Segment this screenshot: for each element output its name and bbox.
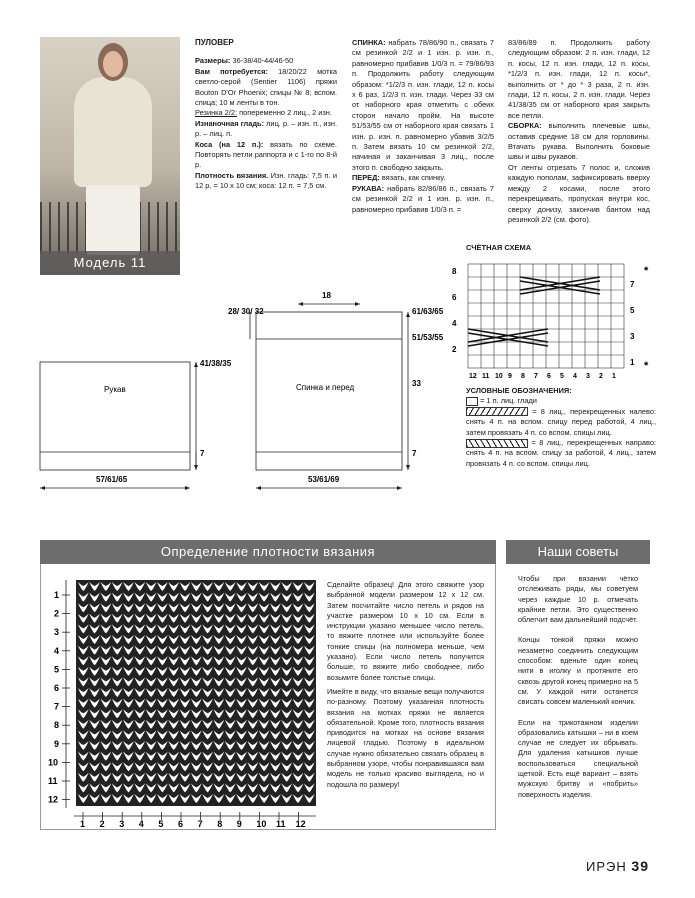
ruler-mark: 1 (80, 819, 86, 829)
ruler-mark: 3 (119, 819, 125, 829)
instructions-column-1: ПУЛОВЕР Размеры: 36-38/40-44/46-50 Вам потребуется: 18/20/22 мотка светло-серой (Sentier 1106) пряжи Bouton D'Or Phoenix; спицы № 8; вспом. спица; 10 м ленты в тон. Резинка 2/2: попеременно 2 лиц., 2 изн. Изнаночная гладь: лиц. р. – изн. п., изн. р. – лиц. п. Коса (на 12 п.): вязать по схеме. Повторять петли раппорта и с 1-го по 8-й р. Плотность вязания. Изн. гладь: 7,5 п. и 12 р. = 10 x 10 см; коса: 12 п. = 7,5 см. (195, 38, 337, 191)
column-label: 4 (573, 373, 577, 380)
svg-text:41/38/35: 41/38/35 (200, 359, 232, 368)
row-label: 3 (630, 332, 635, 341)
svg-text:61/63/65: 61/63/65 (412, 307, 444, 316)
svg-text:7: 7 (200, 449, 205, 458)
column-label: 10 (495, 373, 503, 380)
tips-box: Чтобы при вязании чётко отслеживать ряды, мы советуем через каждые 10 р. отмечать крайние петли. Это существенно облегчит вам дальнейший подсчёт. Концы тонкой пряжи можно незаметно соединить следующим способом: вденьте один конец нити в иголку и протяните его сквозь другой конец примерно на 5 см. У каждой нити останется свисать совсем маленький кончик. Если на трикотажном изделии образовались катышки – ни в коем случае не следует их обрывать. Для удаления катышков лучше воспользоваться специальной щеткой. Есть ещё вариант – взять мужскую бритву и «побрить» поверхность изделия. (506, 564, 650, 828)
page-number: 39 (631, 858, 649, 874)
knit-stitch-icon (466, 397, 478, 406)
ruler-mark: 8 (54, 720, 60, 731)
cable-cross-right-mark (468, 329, 548, 346)
gauge-panel-title: Определение плотности вязания (40, 540, 496, 564)
svg-text:7: 7 (412, 449, 417, 458)
svg-text:28/ 30/ 32: 28/ 30/ 32 (228, 307, 264, 316)
ruler-mark: 7 (54, 701, 60, 712)
cross-right-icon (466, 439, 528, 448)
row-label: 6 (452, 293, 457, 302)
ruler-mark: 6 (178, 819, 184, 829)
svg-text:51/53/55: 51/53/55 (412, 333, 444, 342)
body-label: Спинка и перед (296, 383, 355, 392)
ruler-mark: 12 (48, 794, 59, 805)
column-label: 2 (599, 373, 603, 380)
ruler-mark: 9 (54, 738, 60, 749)
tips-title: Наши советы (506, 540, 650, 564)
svg-text:53/61/69: 53/61/69 (308, 475, 340, 484)
ruler-mark: 5 (54, 664, 60, 675)
gauge-swatch (42, 576, 322, 828)
column-label: 6 (547, 373, 551, 380)
model-title: ПУЛОВЕР (195, 38, 234, 47)
ruler-mark: 11 (48, 776, 58, 786)
row-label: 8 (452, 267, 457, 276)
instructions-column-3: 83/86/89 п. Продолжить работу следующим образом: 2 п. изн. глади, 12 п. косы, 12 п. изн. глади, 12 п. косы, *1/2/3 п. изн. глади, 12 п. косы*, выполнить от * до * 3 раза, 2 п. изн. глади, 12 п. косы, 2 п. изн. глади. Через 41/38/35 см от наборного края закрыть все петли. СБОРКА: выполнить плечевые швы, оставив средние 18 см для горловины. Втачать рукава. Выполнить боковые швы и швы рукавов. От ленты отрезать 7 полос и, сложив каждую пополам, зафиксировать вверху между 2 косами, после этого перекрещивать, пропуская внутри кос, сверху донизу, закончив бантом над резинкой 2/2 (см. фото). (508, 38, 650, 224)
row-label: 4 (452, 319, 457, 328)
column-label: 9 (508, 373, 512, 380)
sleeve-label: Рукав (104, 385, 126, 394)
svg-text:33: 33 (412, 379, 421, 388)
star-mark: * (644, 360, 649, 372)
svg-text:57/61/65: 57/61/65 (96, 475, 128, 484)
row-label: 1 (630, 358, 635, 367)
ruler-mark: 3 (54, 627, 60, 638)
star-mark: * (644, 265, 649, 277)
ruler-mark: 4 (138, 819, 144, 829)
pattern-diagram (20, 282, 444, 497)
brand-name: ИРЭН (586, 859, 627, 874)
ruler-mark: 2 (54, 608, 60, 619)
ruler-mark: 1 (54, 590, 60, 600)
svg-text:18: 18 (322, 291, 331, 300)
ruler-mark: 11 (276, 819, 286, 829)
instructions-column-2: СПИНКА: набрать 78/86/90 п., связать 7 см резинкой 2/2 и 1 изн. р. изн. п., равномерно прибавив 1/0/3 п. = 79/86/93 п. Продолжить работу следующим образом: *1/2/3 п. изн. глади, 12 п. косы x 6 раз, 1/2/3 п. изн. глади. Через 33 см от наборного края отметить с обеих сторон начало пройм. На высоте 51/53/55 см от наборного края связать 1 изн. р. изн. п. равномерно убавив 3/2/5 п. Затем вязать 10 см резинкой 2/2, начиная и заканчивая 3 лиц., после этого п. свободно закрыть. ПЕРЕД: вязать, как спинку. РУКАВА: набрать 82/86/86 п., связать 7 см резинкой 2/2 и 1 изн. р. изн. п., равномерно прибавив 1/0/3 п. = (352, 38, 494, 214)
ruler-mark: 8 (217, 819, 223, 829)
ruler-mark: 2 (99, 819, 105, 829)
ruler-mark: 5 (158, 819, 164, 829)
photo-caption: Модель 11 (40, 251, 180, 275)
model-photo (40, 37, 180, 275)
legend: УСЛОВНЫЕ ОБОЗНАЧЕНИЯ: = 1 п. лиц. глади = 8 лиц., перекрещенных налево: снять 4 п. на вспом. спицу перед работой, 4 лиц., затем провязать 4 п. со вспом. спицы лиц. = 8 лиц., перекрещенных направо: снять 4 п. на вспом. спицу за работой, 4 лиц., затем провязать 4 п. со вспом. спицы лиц. (466, 386, 657, 468)
sleeve-piece (40, 362, 190, 470)
column-label: 12 (469, 373, 477, 380)
row-label: 7 (630, 280, 635, 289)
scheme-title: СЧЁТНАЯ СХЕМА (466, 243, 532, 252)
row-label: 5 (630, 306, 635, 315)
cable-chart (450, 258, 655, 380)
column-label: 11 (482, 373, 490, 380)
cross-left-icon (466, 407, 528, 416)
cable-cross-left-mark (520, 277, 600, 294)
ruler-mark: 4 (54, 645, 60, 656)
column-label: 5 (560, 373, 564, 380)
ruler-mark: 6 (54, 683, 60, 693)
ruler-mark: 10 (256, 819, 267, 829)
gauge-text: Сделайте образец! Для этого свяжите узор выбранной модели размером 12 x 12 см. Затем посчитайте число петель и рядов на участке размером 10 x 10 см. Если в инструкции указано меньшее число петель, то вяжите плотнее или используйте более тонкие спицы (на полномера меньше, чем указано). Если число петель получится больше, то вяжите либо свободнее, либо возьмите более толстые спицы. Имейте в виду, что вязаные вещи получаются по-разному. Поэтому указанная плотность вязания на мотках пряжи не является обязательной. Кроме того, плотность вязания приводится на мотках на основе вязания лицевой гладью. Поэтому в идеальном случае нужно обязательно связать образец в выбранном узоре, чтобы понравившаяся вам модель не только красиво выглядела, но и подошла по размеру! (327, 580, 484, 789)
column-label: 3 (586, 373, 590, 380)
ruler-mark: 10 (48, 757, 59, 768)
ruler-mark: 7 (197, 819, 203, 829)
ruler-mark: 9 (236, 819, 242, 829)
column-label: 7 (534, 373, 538, 380)
column-label: 1 (612, 373, 616, 380)
page-footer (586, 858, 649, 874)
row-label: 2 (452, 345, 457, 354)
column-label: 8 (521, 373, 525, 380)
ruler-mark: 12 (295, 819, 306, 829)
